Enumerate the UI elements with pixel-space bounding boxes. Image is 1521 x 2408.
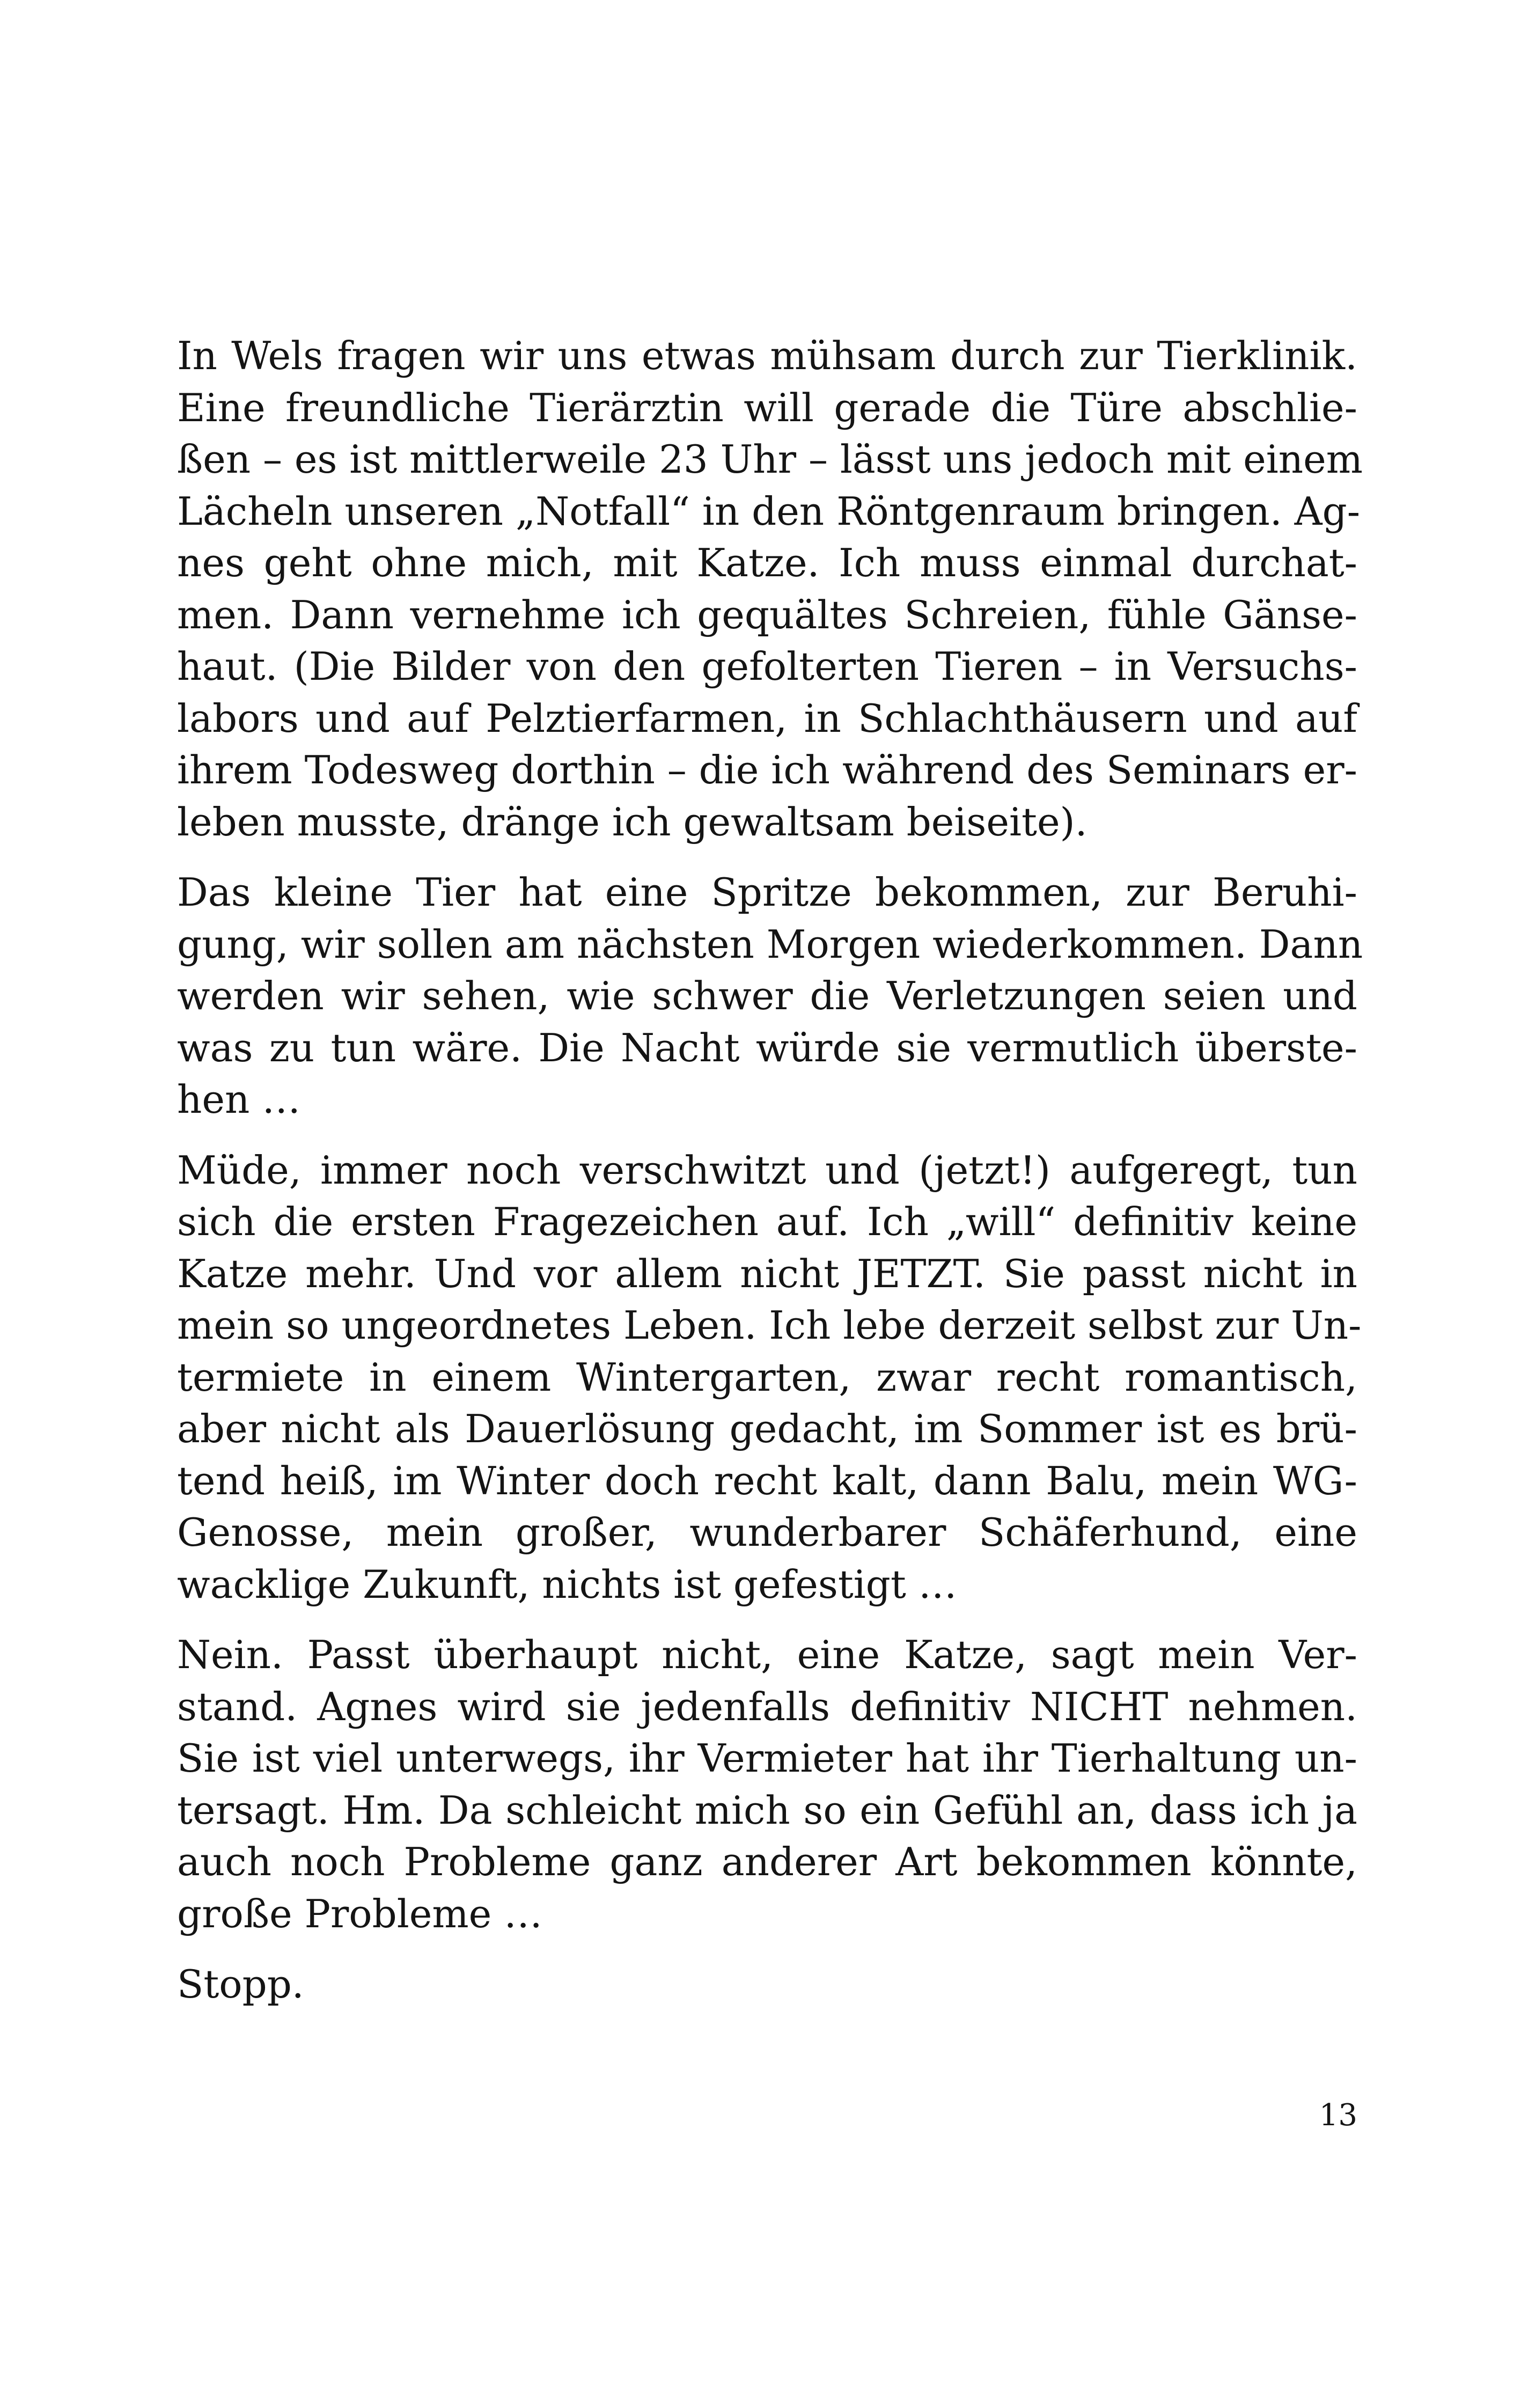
text-line: gung, wir sollen am nächsten Morgen wiederkommen. Dann xyxy=(177,921,1363,967)
paragraph xyxy=(177,330,1363,848)
text-line: mein so ungeordnetes Leben. Ich lebe derzeit selbst zur Un- xyxy=(177,1303,1362,1348)
text-line: wacklige Zukunft, nichts ist gefestigt … xyxy=(177,1561,957,1607)
text-line: men. Dann vernehme ich gequältes Schreien, fühle Gänse- xyxy=(177,592,1357,637)
body-text xyxy=(177,330,1363,2029)
text-line: ihrem Todesweg dorthin – die ich während des Seminars er- xyxy=(177,747,1357,792)
paragraph xyxy=(177,1144,1362,1611)
text-line: Nein. Passt überhaupt nicht, eine Katze, sagt mein Ver- xyxy=(177,1632,1357,1677)
text-line: haut. (Die Bilder von den gefolterten Tieren – in Versuchs- xyxy=(177,644,1357,689)
text-line: auch noch Probleme ganz anderer Art bekommen könnte, xyxy=(177,1839,1357,1884)
text-line: werden wir sehen, wie schwer die Verletzungen seien und xyxy=(177,973,1357,1018)
text-line: Sie ist viel unterwegs, ihr Vermieter hat ihr Tierhaltung un- xyxy=(177,1736,1357,1781)
text-line: Müde, immer noch verschwitzt und (jetzt!) aufgeregt, tun xyxy=(177,1147,1357,1193)
text-line: Katze mehr. Und vor allem nicht JETZT. Sie passt nicht in xyxy=(177,1251,1357,1296)
text-line: sich die ersten Fragezeichen auf. Ich „will“ definitiv keine xyxy=(177,1199,1357,1244)
text-line: aber nicht als Dauerlösung gedacht, im Sommer ist es brü- xyxy=(177,1406,1357,1451)
text-line: Lächeln unseren „Notfall“ in den Röntgenraum bringen. Ag- xyxy=(177,488,1361,534)
text-line: tersagt. Hm. Da schleicht mich so ein Gefühl an, dass ich ja xyxy=(177,1787,1357,1833)
text-line: labors und auf Pelztierfarmen, in Schlachthäusern und auf xyxy=(177,695,1357,741)
text-line: Das kleine Tier hat eine Spritze bekommen, zur Beruhi- xyxy=(177,870,1357,915)
text-line: Stopp. xyxy=(177,1962,304,2007)
paragraph xyxy=(177,1958,1357,2010)
text-line: Eine freundliche Tierärztin will gerade die Türe abschlie- xyxy=(177,385,1357,430)
text-line: hen … xyxy=(177,1077,301,1122)
text-line: In Wels fragen wir uns etwas mühsam durch zur Tierklinik. xyxy=(177,333,1357,378)
text-line: leben musste, dränge ich gewaltsam beiseite). xyxy=(177,799,1088,845)
text-line: tend heiß, im Winter doch recht kalt, dann Balu, mein WG- xyxy=(177,1458,1357,1503)
text-line: termiete in einem Wintergarten, zwar recht romantisch, xyxy=(177,1354,1357,1400)
paragraph xyxy=(177,867,1363,1126)
text-line: Genosse, mein großer, wunderbarer Schäferhund, eine xyxy=(177,1510,1357,1555)
text-line: nes geht ohne mich, mit Katze. Ich muss einmal durchat- xyxy=(177,540,1357,585)
text-line: stand. Agnes wird sie jedenfalls definitiv NICHT nehmen. xyxy=(177,1684,1357,1729)
paragraph xyxy=(177,1629,1357,1940)
page-number: 13 xyxy=(1319,2098,1357,2133)
text-line: große Probleme … xyxy=(177,1891,543,1936)
text-line: was zu tun wäre. Die Nacht würde sie vermutlich überste- xyxy=(177,1025,1357,1070)
text-line: ßen – es ist mittlerweile 23 Uhr – lässt uns jedoch mit einem xyxy=(177,437,1363,482)
